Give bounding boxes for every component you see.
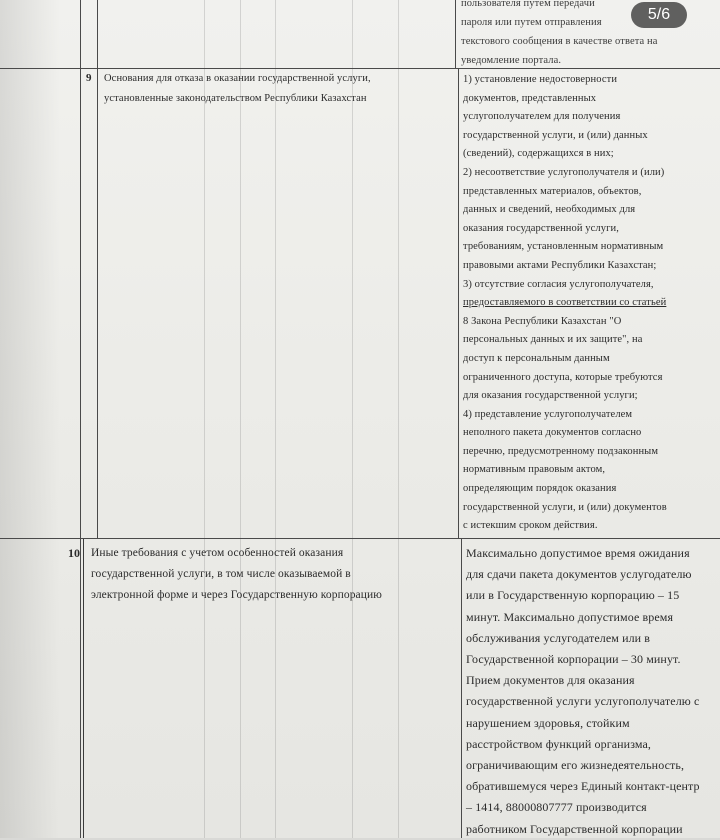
text-line: электронной форме и через Государственную корпорацию bbox=[91, 589, 382, 601]
row9-description-cell bbox=[463, 71, 667, 536]
table-border-number-col bbox=[97, 0, 98, 68]
row-number: 10 bbox=[68, 546, 80, 560]
row10-title-cell bbox=[91, 543, 382, 606]
text-line: работником Государственной корпорации bbox=[466, 821, 683, 836]
text-line: 3) отсутствие согласия услугополучателя, bbox=[463, 278, 654, 290]
table-border-middle bbox=[455, 0, 456, 68]
row10-description-cell bbox=[466, 543, 700, 840]
text-line: Иные требования с учетом особенностей оказания bbox=[91, 547, 344, 559]
text-line: ограничивающим его жизнедеятельность, bbox=[466, 758, 685, 773]
text-line: Максимально допустимое время ожидания bbox=[466, 546, 690, 560]
table-border-number-col bbox=[97, 68, 98, 538]
text-line: предоставляемого в соответствии со статьей bbox=[463, 297, 667, 309]
table-border-number-col bbox=[83, 538, 84, 838]
table-row-divider bbox=[0, 538, 720, 539]
text-line: ограниченного доступа, которые требуются bbox=[463, 371, 663, 383]
scan-streak bbox=[398, 0, 399, 838]
text-line: государственной услуги услугополучателю с bbox=[466, 694, 700, 709]
text-line: уведомление портала. bbox=[461, 55, 562, 66]
text-line: обслуживания услугодателем или в bbox=[466, 630, 651, 645]
scan-streak bbox=[204, 0, 205, 838]
text-line: или в Государственную корпорацию – 15 bbox=[466, 588, 680, 603]
text-line: государственной услуги, и (или) документов bbox=[463, 501, 667, 513]
text-line: расстройством функций организма, bbox=[466, 736, 652, 751]
text-line: Прием документов для оказания bbox=[466, 673, 635, 688]
scan-streak bbox=[240, 0, 241, 838]
text-line: государственной услуги, в том числе оказываемой в bbox=[91, 568, 351, 580]
text-line: представленных материалов, объектов, bbox=[463, 185, 642, 197]
text-line: оказания государственной услуги, bbox=[463, 222, 619, 234]
table-border-middle bbox=[461, 538, 462, 838]
text-line: документов, представленных bbox=[463, 92, 597, 104]
text-line: доступ к персональным данным bbox=[463, 352, 610, 364]
text-line: 4) представление услугополучателем bbox=[463, 408, 633, 420]
scan-streak bbox=[352, 0, 353, 838]
text-line: Основания для отказа в оказании государственной услуги, bbox=[104, 73, 371, 84]
text-line: пользователя путем передачи bbox=[461, 0, 595, 9]
text-line: Государственной корпорации – 30 минут. bbox=[466, 652, 681, 667]
row9-title-cell bbox=[104, 69, 371, 109]
row-number: 9 bbox=[86, 72, 92, 84]
page-shadow bbox=[0, 0, 60, 838]
table-border-left bbox=[80, 0, 81, 838]
text-line: 1) установление недостоверности bbox=[463, 74, 618, 85]
text-line: данных и сведений, необходимых для bbox=[463, 204, 636, 216]
text-line: персональных данных и их защите", на bbox=[463, 334, 643, 346]
text-line: пароля или путем отправления bbox=[461, 17, 602, 28]
text-line: текстового сообщения в качестве ответа на bbox=[461, 36, 658, 47]
text-line: – 1414, 88000807777 производится bbox=[466, 800, 647, 815]
text-line: для оказания государственной услуги; bbox=[463, 390, 638, 402]
page-counter-badge: 5/6 bbox=[631, 2, 687, 28]
text-line: минут. Максимально допустимое время bbox=[466, 609, 674, 624]
text-line: установленные законодательством Республики Казахстан bbox=[104, 93, 367, 104]
text-line: государственной услуги, и (или) данных bbox=[463, 129, 648, 141]
text-line: определяющим порядок оказания bbox=[463, 483, 617, 495]
text-line: правовыми актами Республики Казахстан; bbox=[463, 259, 657, 271]
text-line: для сдачи пакета документов услугодателю bbox=[466, 567, 692, 582]
text-line: обратившемуся через Единый контакт-центр bbox=[466, 779, 700, 794]
text-line: нормативным правовым актом, bbox=[463, 464, 606, 476]
text-line: неполного пакета документов согласно bbox=[463, 427, 642, 439]
text-line: нарушением здоровья, стойким bbox=[466, 715, 630, 730]
text-line: требованиям, установленным нормативным bbox=[463, 241, 664, 253]
text-line: услугополучателем для получения bbox=[463, 111, 621, 123]
top-row-right-cell bbox=[461, 0, 657, 70]
scan-streak bbox=[275, 0, 276, 838]
text-line: 8 Закона Республики Казахстан "О bbox=[463, 315, 622, 327]
text-line: (сведений), содержащихся в них; bbox=[463, 148, 614, 160]
text-line: с истекшим сроком действия. bbox=[463, 520, 598, 532]
text-line: перечню, предусмотренному подзаконным bbox=[463, 445, 659, 457]
text-line: 2) несоответствие услугополучателя и (или) bbox=[463, 166, 665, 178]
table-border-middle bbox=[458, 68, 459, 538]
